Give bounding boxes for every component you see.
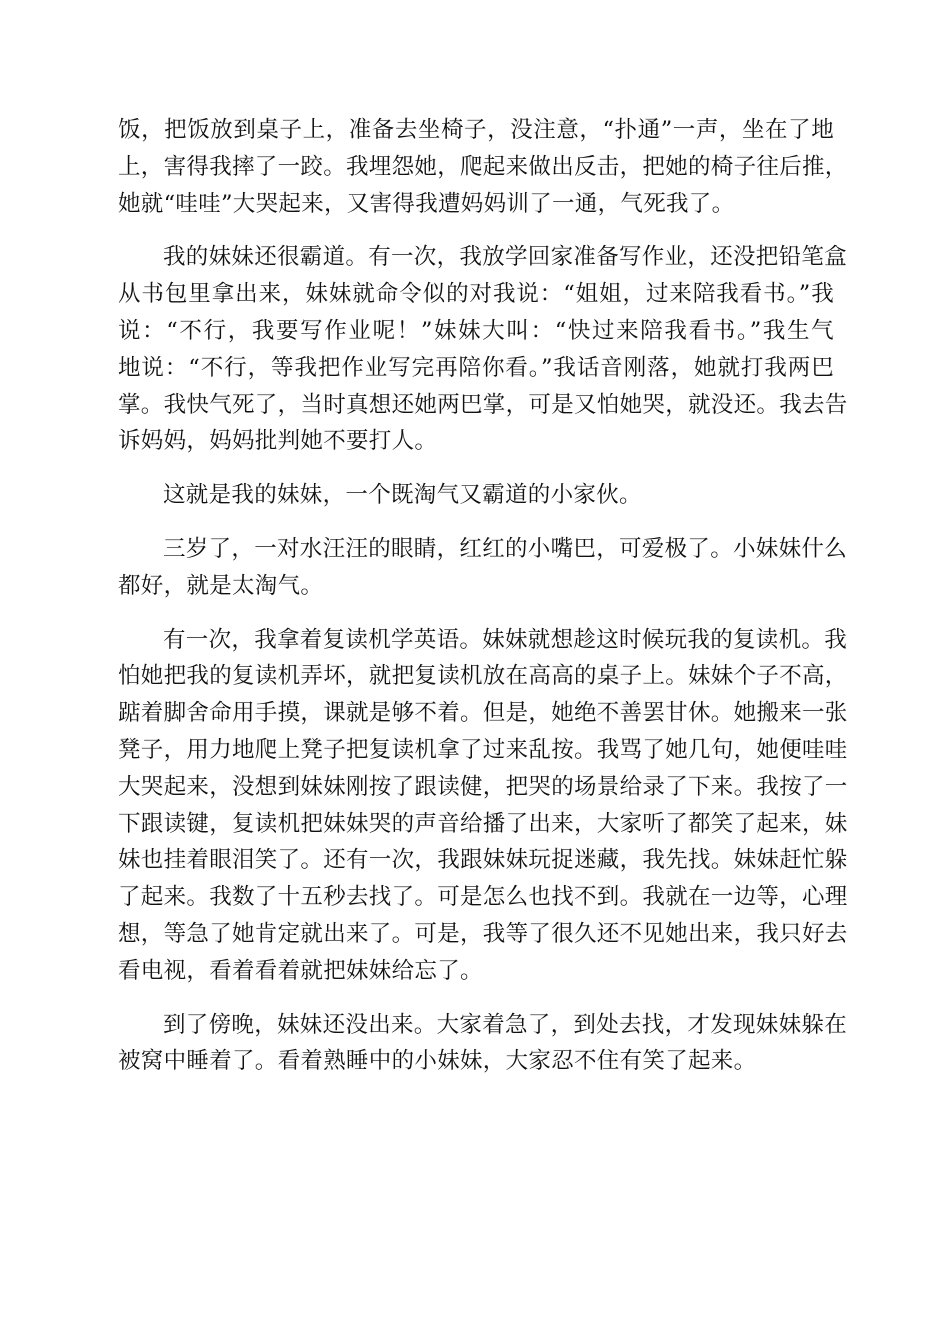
paragraph — [118, 1007, 848, 1081]
text-line: 诉妈妈，妈妈批判她不要打人。 — [118, 428, 438, 455]
text-line: 掌。我快气死了，当时真想还她两巴掌，可是又怕她哭，就没还。我去告 — [118, 391, 848, 418]
text-line: 饭，把饭放到桌子上，准备去坐椅子，没注意，“扑通”一声，坐在了地 — [118, 117, 834, 143]
text-line: 这就是我的妹妹，一个既淘气又霸道的小家伙。 — [163, 482, 642, 509]
text-line: 下跟读键，复读机把妹妹哭的声音给播了出来，大家听了都笑了起来，妹 — [118, 810, 848, 837]
text-line: 妹也挂着眼泪笑了。还有一次，我跟妹妹玩捉迷藏，我先找。妹妹赶忙躲 — [118, 847, 848, 874]
text-line: 地说：“不行，等我把作业写完再陪你看。”我话音刚落，她就打我两巴 — [118, 354, 834, 381]
paragraph — [118, 531, 848, 605]
paragraph — [118, 239, 848, 460]
text-line: 想，等急了她肯定就出来了。可是，我等了很久还不见她出来，我只好去 — [118, 920, 848, 947]
paragraph — [118, 112, 848, 222]
paragraph — [118, 622, 848, 990]
text-line: 上，害得我摔了一跤。我埋怨她，爬起来做出反击，把她的椅子往后推， — [118, 153, 848, 180]
text-line: 凳子，用力地爬上凳子把复读机拿了过来乱按。我骂了她几句，她便哇哇 — [118, 736, 848, 763]
text-line: 她就“哇哇”大哭起来，又害得我遭妈妈训了一通，气死我了。 — [118, 190, 735, 217]
text-line: 看电视，看着看着就把妹妹给忘了。 — [118, 957, 483, 984]
document-body — [118, 112, 848, 1097]
text-line: 到了傍晚，妹妹还没出来。大家着急了，到处去找，才发现妹妹躲在 — [163, 1011, 848, 1038]
text-line: 都好，就是太淘气。 — [118, 572, 324, 599]
text-line: 大哭起来，没想到妹妹刚按了跟读健，把哭的场景给录了下来。我按了一 — [118, 773, 848, 800]
text-line: 从书包里拿出来，妹妹就命令似的对我说：“姐姐，过来陪我看书。”我 — [118, 281, 834, 308]
text-line: 说：“不行，我要写作业呢！”妹妹大叫：“快过来陪我看书。”我生气 — [118, 317, 834, 344]
text-line: 有一次，我拿着复读机学英语。妹妹就想趁这时候玩我的复读机。我 — [163, 626, 848, 653]
text-line: 怕她把我的复读机弄坏，就把复读机放在高高的桌子上。妹妹个子不高， — [118, 663, 848, 690]
text-line: 了起来。我数了十五秒去找了。可是怎么也找不到。我就在一边等，心理 — [118, 884, 848, 911]
text-line: 三岁了，一对水汪汪的眼睛，红红的小嘴巴，可爱极了。小妹妹什么 — [163, 535, 848, 562]
text-line: 我的妹妹还很霸道。有一次，我放学回家准备写作业，还没把铅笔盒 — [163, 244, 848, 271]
paragraph — [118, 477, 834, 514]
text-line: 踮着脚舍命用手摸，课就是够不着。但是，她绝不善罢甘休。她搬来一张 — [118, 700, 848, 727]
text-line: 被窝中睡着了。看着熟睡中的小妹妹，大家忍不住有笑了起来。 — [118, 1048, 757, 1075]
